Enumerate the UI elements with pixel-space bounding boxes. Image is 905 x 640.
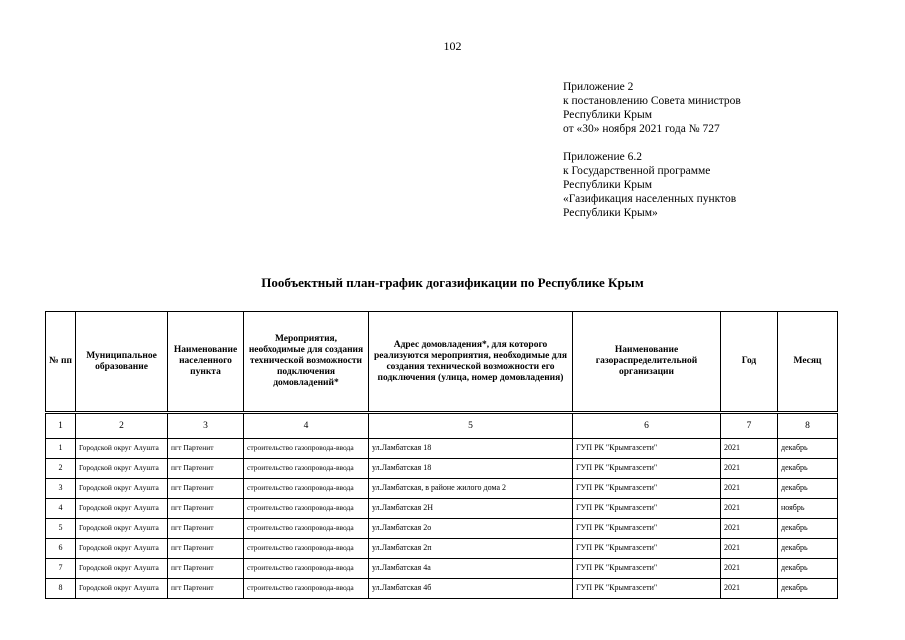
appendix-line: к постановлению Совета министров (563, 95, 741, 107)
table-row (46, 579, 838, 599)
table-row (46, 439, 838, 459)
cell-number: 5 (46, 519, 76, 539)
appendix-gap (563, 136, 741, 150)
cell-organization: ГУП РК "Крымгазсети" (573, 539, 721, 559)
cell-address: ул.Ламбатская 18 (369, 439, 573, 459)
cell-address: ул.Ламбатская 2о (369, 519, 573, 539)
appendix-line: от «30» ноября 2021 года № 727 (563, 123, 720, 135)
header-cell-year: Год (721, 312, 778, 413)
cell-municipality: Городской округ Алушта (76, 499, 168, 519)
header-cell-locality: Наименование населенного пункта (168, 312, 244, 413)
cell-locality: пгт Партенит (168, 459, 244, 479)
cell-locality: пгт Партенит (168, 579, 244, 599)
cell-address: ул.Ламбатская, в районе жилого дома 2 (369, 479, 573, 499)
table-row (46, 479, 838, 499)
cell-month: декабрь (778, 479, 838, 499)
cell-municipality: Городской округ Алушта (76, 559, 168, 579)
cell-measures: строительство газопровода-ввода (244, 519, 369, 539)
table-row (46, 559, 838, 579)
appendix-line: Приложение 2 (563, 81, 634, 93)
cell-year: 2021 (721, 579, 778, 599)
cell-measures: строительство газопровода-ввода (244, 539, 369, 559)
table-header-row (46, 312, 838, 413)
column-number-cell: 1 (46, 413, 76, 439)
cell-locality: пгт Партенит (168, 559, 244, 579)
cell-number: 8 (46, 579, 76, 599)
cell-year: 2021 (721, 499, 778, 519)
cell-organization: ГУП РК "Крымгазсети" (573, 499, 721, 519)
cell-year: 2021 (721, 519, 778, 539)
table-row (46, 499, 838, 519)
cell-organization: ГУП РК "Крымгазсети" (573, 559, 721, 579)
appendix-line: «Газификация населенных пунктов (563, 193, 737, 205)
cell-year: 2021 (721, 459, 778, 479)
column-number-cell: 2 (76, 413, 168, 439)
cell-measures: строительство газопровода-ввода (244, 439, 369, 459)
cell-measures: строительство газопровода-ввода (244, 559, 369, 579)
cell-address: ул.Ламбатская 4б (369, 579, 573, 599)
cell-municipality: Городской округ Алушта (76, 519, 168, 539)
header-cell-address: Адрес домовладения*, для которого реализуются мероприятия, необходимые для создания технической возможности его подключения (улица, номер домовладения) (369, 312, 573, 413)
cell-measures: строительство газопровода-ввода (244, 579, 369, 599)
cell-locality: пгт Партенит (168, 499, 244, 519)
cell-month: декабрь (778, 519, 838, 539)
cell-number: 6 (46, 539, 76, 559)
appendix-line: к Государственной программе (563, 165, 711, 177)
cell-number: 2 (46, 459, 76, 479)
header-cell-measures: Мероприятия, необходимые для создания технической возможности подключения домовладений* (244, 312, 369, 413)
header-cell-month: Месяц (778, 312, 838, 413)
cell-month: декабрь (778, 579, 838, 599)
column-number-cell: 4 (244, 413, 369, 439)
appendix-block (563, 80, 741, 220)
cell-month: ноябрь (778, 499, 838, 519)
column-number-row (46, 413, 838, 439)
cell-organization: ГУП РК "Крымгазсети" (573, 519, 721, 539)
column-number-cell: 3 (168, 413, 244, 439)
table-row (46, 459, 838, 479)
cell-month: декабрь (778, 559, 838, 579)
cell-year: 2021 (721, 539, 778, 559)
header-cell-organization: Наименование газораспределительной организации (573, 312, 721, 413)
cell-address: ул.Ламбатская 2п (369, 539, 573, 559)
cell-address: ул.Ламбатская 4а (369, 559, 573, 579)
cell-number: 7 (46, 559, 76, 579)
cell-year: 2021 (721, 479, 778, 499)
cell-month: декабрь (778, 439, 838, 459)
cell-number: 1 (46, 439, 76, 459)
table-row (46, 539, 838, 559)
cell-municipality: Городской округ Алушта (76, 439, 168, 459)
cell-organization: ГУП РК "Крымгазсети" (573, 479, 721, 499)
cell-municipality: Городской округ Алушта (76, 479, 168, 499)
cell-organization: ГУП РК "Крымгазсети" (573, 439, 721, 459)
cell-locality: пгт Партенит (168, 439, 244, 459)
document-title: Пообъектный план-график догазификации по Республике Крым (261, 275, 644, 290)
cell-address: ул.Ламбатская 18 (369, 459, 573, 479)
cell-measures: строительство газопровода-ввода (244, 479, 369, 499)
table-row (46, 519, 838, 539)
cell-municipality: Городской округ Алушта (76, 459, 168, 479)
cell-address: ул.Ламбатская 2Н (369, 499, 573, 519)
column-number-cell: 5 (369, 413, 573, 439)
header-cell-municipality: Муниципальное образование (76, 312, 168, 413)
cell-year: 2021 (721, 439, 778, 459)
cell-month: декабрь (778, 459, 838, 479)
cell-month: декабрь (778, 539, 838, 559)
cell-organization: ГУП РК "Крымгазсети" (573, 579, 721, 599)
cell-measures: строительство газопровода-ввода (244, 499, 369, 519)
header-cell-number: № пп (46, 312, 76, 413)
cell-organization: ГУП РК "Крымгазсети" (573, 459, 721, 479)
cell-number: 3 (46, 479, 76, 499)
column-number-cell: 7 (721, 413, 778, 439)
column-number-cell: 8 (778, 413, 838, 439)
appendix-line: Приложение 6.2 (563, 151, 642, 163)
appendix-line: Республики Крым» (563, 207, 658, 219)
cell-measures: строительство газопровода-ввода (244, 459, 369, 479)
cell-municipality: Городской округ Алушта (76, 579, 168, 599)
appendix-line: Республики Крым (563, 179, 652, 191)
cell-locality: пгт Партенит (168, 479, 244, 499)
schedule-table (45, 311, 838, 599)
cell-year: 2021 (721, 559, 778, 579)
cell-locality: пгт Партенит (168, 519, 244, 539)
cell-number: 4 (46, 499, 76, 519)
cell-locality: пгт Партенит (168, 539, 244, 559)
appendix-line: Республики Крым (563, 109, 652, 121)
cell-municipality: Городской округ Алушта (76, 539, 168, 559)
column-number-cell: 6 (573, 413, 721, 439)
page-number: 102 (443, 39, 462, 53)
